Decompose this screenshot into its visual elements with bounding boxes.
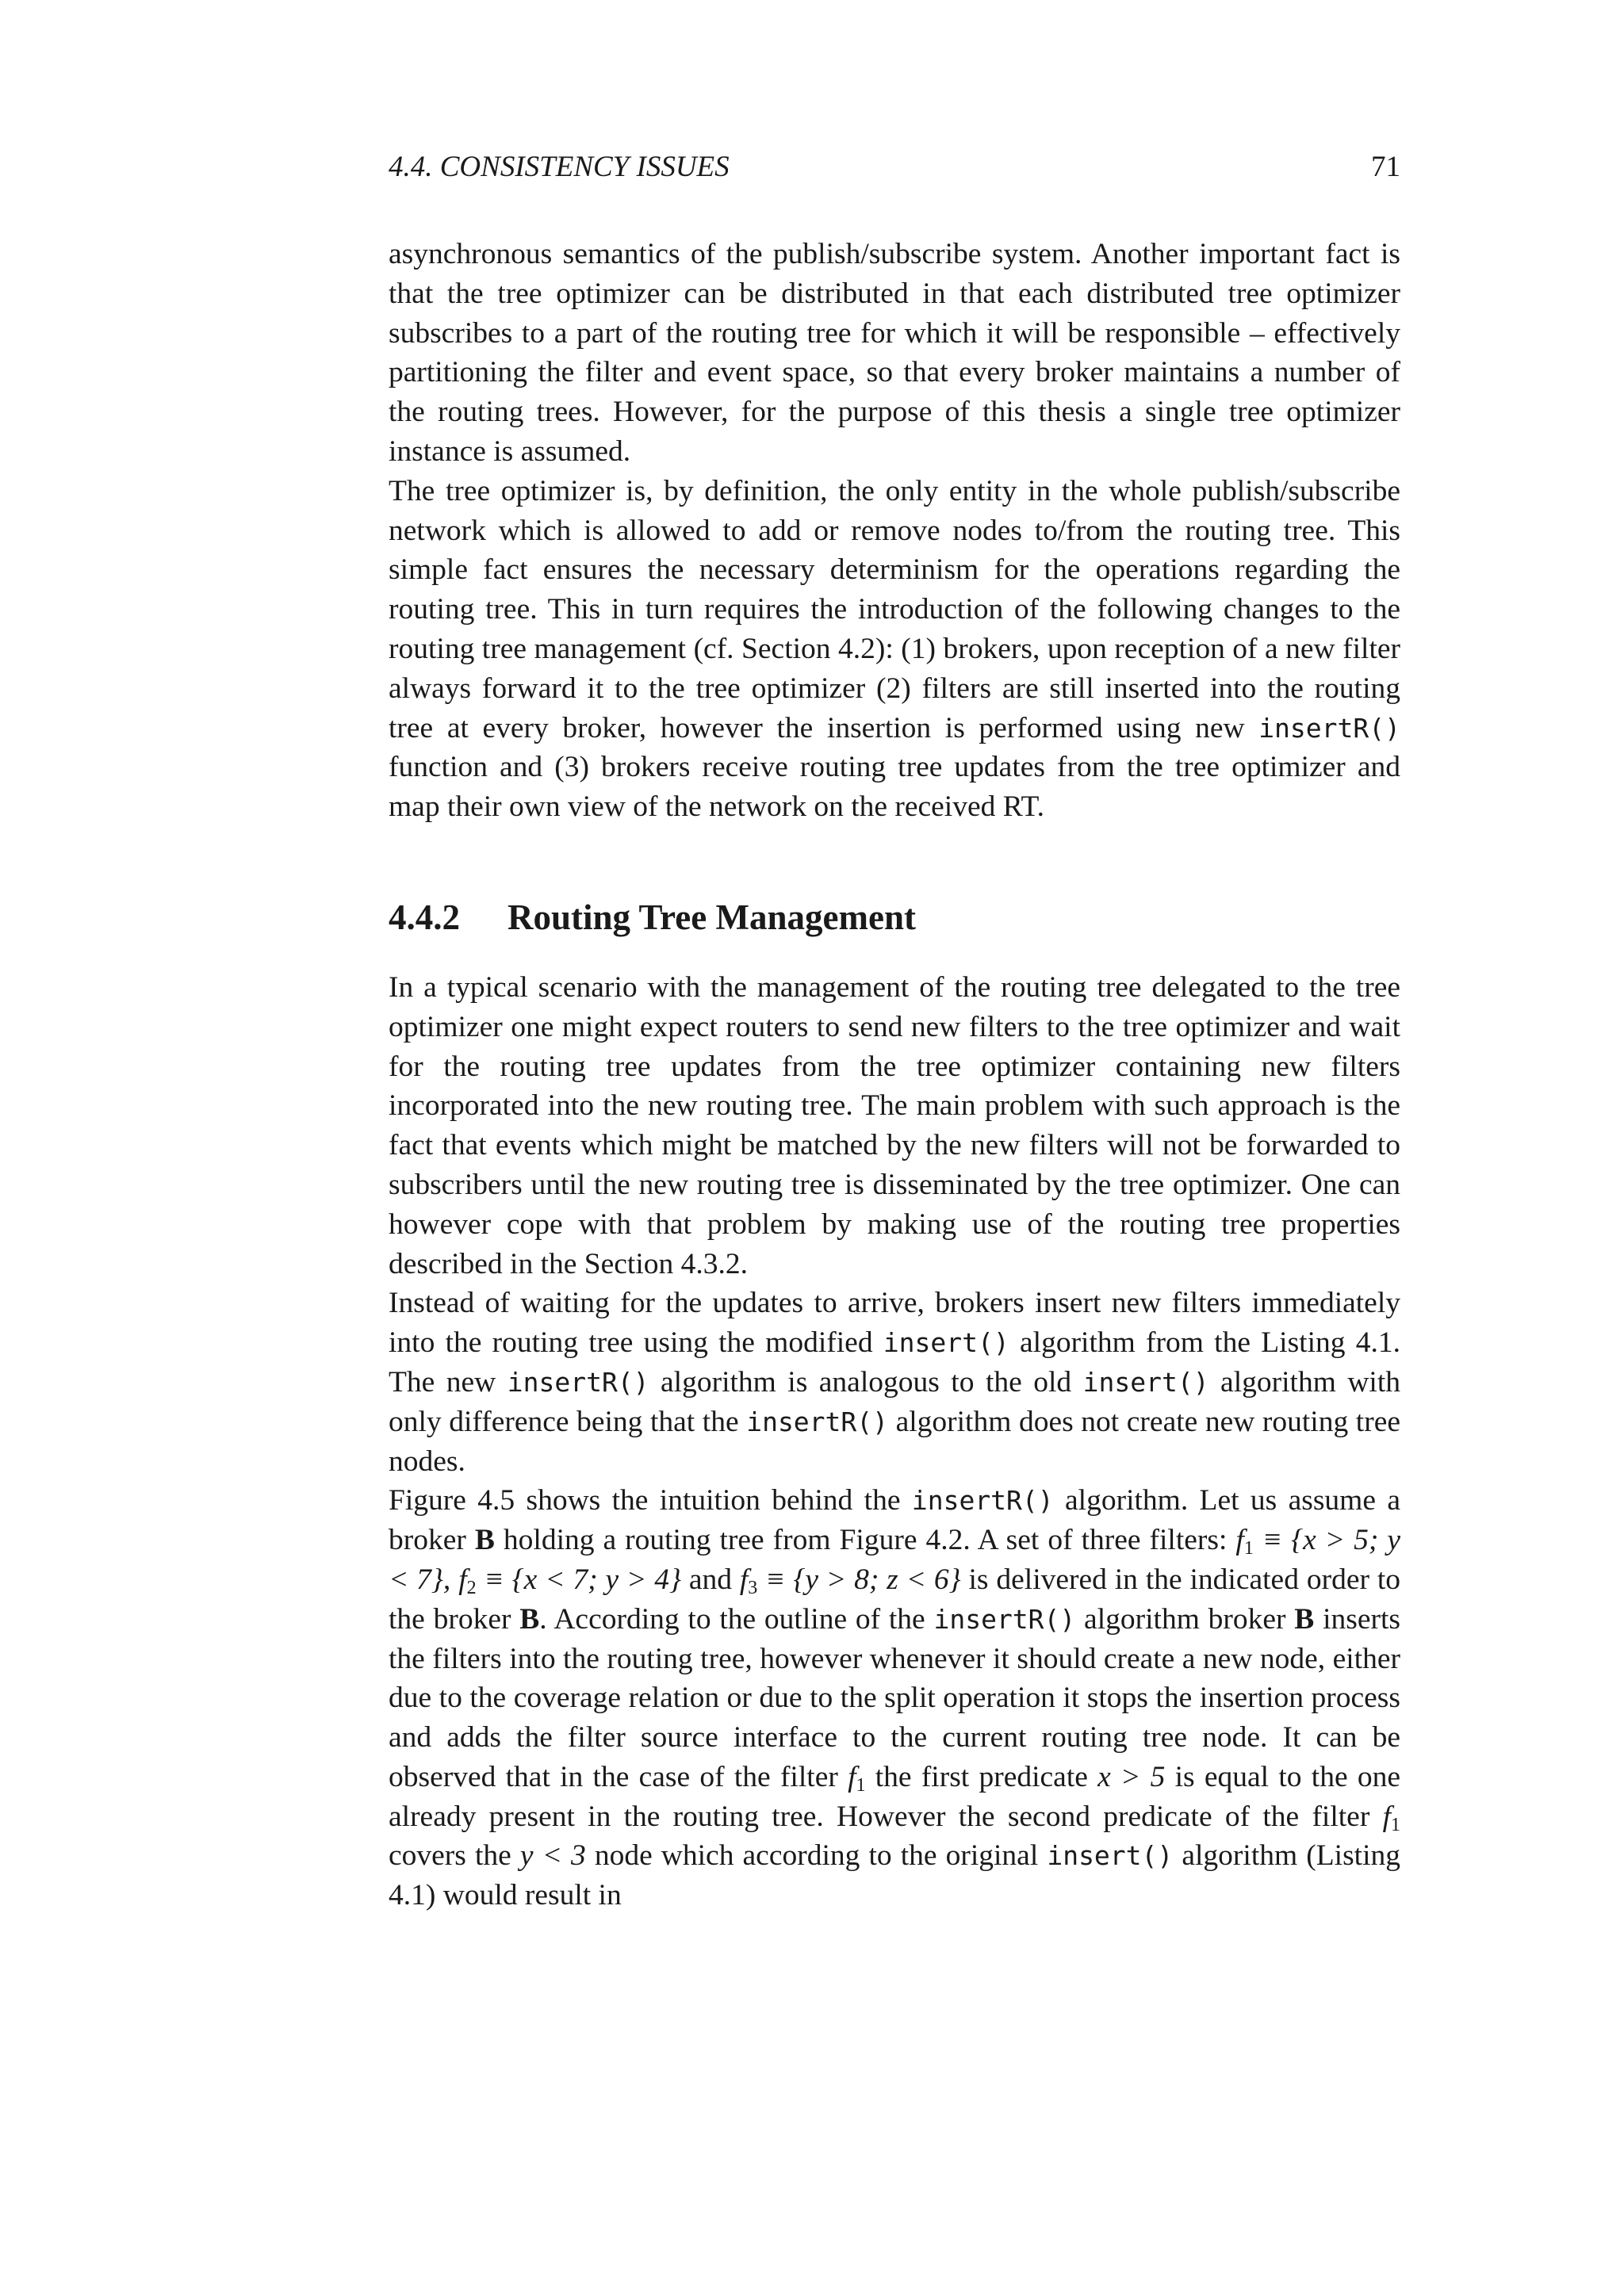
paragraph: Instead of waiting for the updates to arrive, brokers insert new filters immediately into the routing tree using the modified insert() algorithm from the Listing 4.1. The new insertR() algorithm is analogous to the old insert() algorithm with only difference being that the insertR() algorithm does not create new routing tree nodes. xyxy=(389,1287,1400,1478)
section-title: Routing Tree Management xyxy=(508,897,916,937)
filter-definition: ≡ {y > 8; z < 6} xyxy=(757,1563,969,1596)
paragraph: In a typical scenario with the management of the routing tree delegated to the tree optimizer one might expect routers to send new filters to the tree optimizer and wait for the routing tree updates from the tree optimizer containing new filters incorporated into the new routing tree. The main problem with such approach is the fact that events which might be matched by the new filters will not be forwarded to subscribers until the new routing tree is disseminated by the tree optimizer. One can however cope with that problem by making use of the routing tree properties described in the Section 4.3.2. xyxy=(389,970,1400,1280)
code-insert: insert() xyxy=(1047,1840,1174,1872)
body-text xyxy=(389,235,1400,1915)
predicate: x > 5 xyxy=(1097,1760,1166,1793)
spacer xyxy=(389,827,1400,894)
paragraph: The tree optimizer is, by definition, the only entity in the whole publish/subscribe network which is allowed to add or remove nodes to/from the routing tree. This simple fact ensures the necessary determinism for the operations regarding the routing tree. This in turn requires the introduction of the following changes to the routing tree management (cf. Section 4.2): (1) brokers, upon reception of a new filter always forward it to the tree optimizer (2) filters are still inserted into the routing tree at every broker, however the insertion is performed using new insertR() function and (3) brokers receive routing tree updates from the tree optimizer and map their own view of the network on the received RT. xyxy=(389,474,1400,824)
filter-symbol: f xyxy=(458,1563,467,1596)
code-insertR: insertR() xyxy=(911,1485,1054,1517)
broker-label: B xyxy=(519,1602,540,1636)
running-header-title: 4.4. CONSISTENCY ISSUES xyxy=(389,151,730,183)
code-insertR: insertR() xyxy=(1258,712,1400,744)
paragraph: Figure 4.5 shows the intuition behind the insertR() algorithm. Let us assume a broker B holding a routing tree from Figure 4.2. A set of three filters: $f_1 \equiv \{x > 5$; y < 7}, $f_2 \equiv \{x < 7$; y > 4} and $f_3 \equiv \{y > 8$; z < 6} is delivered in the indicated order to the broker B. According to the outline of the insertR() algorithm broker B inserts the filters into the routing tree, however whenever it should create a new node, either due to the coverage relation or due to the split operation it stops the insertion process and adds the filter source interface to the current routing tree node. It can be observed that in the case of the filter $f_1$ the first predicate x > 5 is equal to the one already present in the routing tree. However the second predicate of the filter $f_1$ covers the y < 3 node which according to the original insert() algorithm (Listing 4.1) would result in xyxy=(389,1484,1401,1912)
predicate: y < 3 xyxy=(519,1839,586,1873)
paragraph: asynchronous semantics of the publish/subscribe system. Another important fact is that the tree optimizer can be distributed in that each distributed tree optimizer subscribes to a part of the routing tree for which it will be responsible – effectively partitioning the filter and event space, so that every broker maintains a number of the routing trees. However, for the purpose of this thesis a single tree optimizer instance is assumed. xyxy=(389,238,1400,468)
running-header xyxy=(389,147,1400,187)
code-insertR: insertR() xyxy=(507,1366,649,1398)
filter-symbol: f xyxy=(1235,1524,1244,1557)
broker-label: B xyxy=(1294,1602,1315,1636)
page-number: 71 xyxy=(1371,151,1400,183)
code-insertR: insertR() xyxy=(746,1406,889,1437)
filter-definition: ≡ {x > 5; y < 7}, xyxy=(389,1524,1400,1596)
broker-label: B xyxy=(474,1524,495,1557)
section-heading xyxy=(389,894,1400,941)
code-insert: insert() xyxy=(883,1327,1009,1359)
section-number: 4.4.2 xyxy=(389,897,460,937)
filter-symbol: f xyxy=(739,1563,749,1596)
filter-symbol: f xyxy=(848,1760,856,1793)
code-insert: insert() xyxy=(1082,1366,1209,1398)
filter-definition: ≡ {x < 7; y > 4} xyxy=(476,1563,689,1596)
code-insertR: insertR() xyxy=(933,1603,1076,1635)
filter-symbol: f xyxy=(1382,1800,1391,1833)
